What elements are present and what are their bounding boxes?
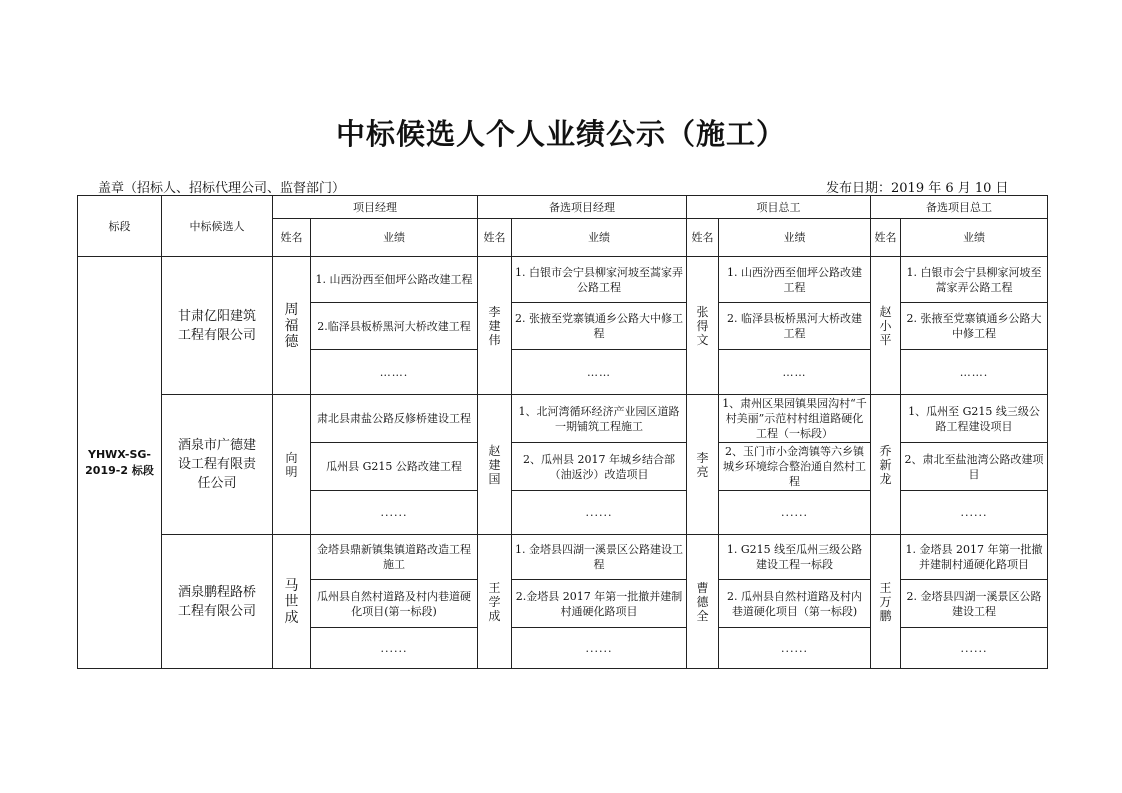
chief-performance: ......: [719, 491, 871, 535]
chief-name: 李亮: [687, 395, 719, 535]
candidate-name: 甘肃亿阳建筑工程有限公司: [162, 257, 273, 395]
header-alt-pm-performance: 业绩: [512, 219, 687, 257]
alt-chief-performance: 2. 张掖至党寨镇通乡公路大中修工程: [901, 303, 1048, 350]
pm-name: 周福德: [273, 257, 311, 395]
alt-pm-performance: 2、瓜州县 2017 年城乡结合部（油返沙）改造项目: [512, 443, 687, 491]
alt-chief-performance: 1. 金塔县 2017 年第一批撤并建制村通硬化路项目: [901, 535, 1048, 580]
alt-pm-performance: ……: [512, 350, 687, 395]
alt-chief-performance: 2. 金塔县四湖一溪景区公路建设工程: [901, 580, 1048, 628]
pm-performance: 2.临泽县板桥黑河大桥改建工程: [311, 303, 478, 350]
header-candidate: 中标候选人: [162, 196, 273, 257]
header-chief-performance: 业绩: [719, 219, 871, 257]
candidate-name: 酒泉市广德建设工程有限责任公司: [162, 395, 273, 535]
alt-pm-performance: 2.金塔县 2017 年第一批撤并建制村通硬化路项目: [512, 580, 687, 628]
alt-chief-name: 乔新龙: [871, 395, 901, 535]
table-row: [78, 395, 1048, 443]
alt-chief-performance: 1、瓜州至 G215 线三级公路工程建设项目: [901, 395, 1048, 443]
pm-name: 马世成: [273, 535, 311, 669]
table-row: [78, 535, 1048, 580]
alt-chief-performance: 1. 白银市会宁县柳家河坡至蒿家弄公路工程: [901, 257, 1048, 303]
alt-pm-name: 李建伟: [478, 257, 512, 395]
header-row-top: [78, 196, 1048, 219]
segment-cell: YHWX-SG-2019-2 标段: [78, 257, 162, 669]
alt-chief-name: 王万鹏: [871, 535, 901, 669]
chief-performance: 1. 山西汾西至佃坪公路改建工程: [719, 257, 871, 303]
alt-pm-performance: ......: [512, 628, 687, 669]
pm-performance: ......: [311, 491, 478, 535]
pm-performance: ......: [311, 628, 478, 669]
publish-date: 发布日期：2019 年 6 月 10 日: [826, 181, 1009, 196]
alt-pm-performance: 2. 张掖至党寨镇通乡公路大中修工程: [512, 303, 687, 350]
pm-performance: 金塔县鼎新镇集镇道路改造工程施工: [311, 535, 478, 580]
chief-performance: 2. 临泽县板桥黑河大桥改建工程: [719, 303, 871, 350]
alt-pm-performance: 1、北河湾循环经济产业园区道路一期铺筑工程施工: [512, 395, 687, 443]
header-alt-pm: 备选项目经理: [478, 196, 687, 219]
chief-name: 曹德全: [687, 535, 719, 669]
document-title: 中标候选人个人业绩公示（施工）: [335, 117, 786, 151]
pm-performance: 瓜州县自然村道路及村内巷道硬化项目(第一标段): [311, 580, 478, 628]
chief-performance: 2、玉门市小金湾镇等六乡镇城乡环境综合整治通自然村工程: [719, 443, 871, 491]
pm-performance: 瓜州县 G215 公路改建工程: [311, 443, 478, 491]
chief-name: 张得文: [687, 257, 719, 395]
pm-performance: 1. 山西汾西至佃坪公路改建工程: [311, 257, 478, 303]
header-segment: 标段: [78, 196, 162, 257]
header-alt-chief-performance: 业绩: [901, 219, 1048, 257]
header-alt-pm-name: 姓名: [478, 219, 512, 257]
pm-performance: 肃北县肃盐公路反修桥建设工程: [311, 395, 478, 443]
header-pm-name: 姓名: [273, 219, 311, 257]
alt-chief-performance: ......: [901, 491, 1048, 535]
alt-pm-performance: 1. 金塔县四湖一溪景区公路建设工程: [512, 535, 687, 580]
alt-chief-performance: …….: [901, 350, 1048, 395]
header-chief: 项目总工: [687, 196, 871, 219]
performance-table: [77, 195, 1048, 669]
chief-performance: 2. 瓜州县自然村道路及村内巷道硬化项目（第一标段): [719, 580, 871, 628]
header-pm: 项目经理: [273, 196, 478, 219]
alt-pm-name: 赵建国: [478, 395, 512, 535]
chief-performance: ……: [719, 350, 871, 395]
chief-performance: 1、肃州区果园镇果园沟村“千村美丽”示范村村组道路硬化工程（一标段）: [719, 395, 871, 443]
header-pm-performance: 业绩: [311, 219, 478, 257]
alt-chief-performance: 2、肃北至盐池湾公路改建项目: [901, 443, 1048, 491]
alt-pm-performance: 1. 白银市会宁县柳家河坡至蒿家弄公路工程: [512, 257, 687, 303]
pm-performance: …….: [311, 350, 478, 395]
table-row: [78, 257, 1048, 303]
chief-performance: ......: [719, 628, 871, 669]
alt-chief-performance: ......: [901, 628, 1048, 669]
pm-name: 向明: [273, 395, 311, 535]
chief-performance: 1. G215 线至瓜州三级公路建设工程一标段: [719, 535, 871, 580]
header-alt-chief-name: 姓名: [871, 219, 901, 257]
header-alt-chief: 备选项目总工: [871, 196, 1048, 219]
header-chief-name: 姓名: [687, 219, 719, 257]
alt-chief-name: 赵小平: [871, 257, 901, 395]
alt-pm-performance: ......: [512, 491, 687, 535]
candidate-name: 酒泉鹏程路桥工程有限公司: [162, 535, 273, 669]
stamp-note: 盖章（招标人、招标代理公司、监督部门）: [98, 181, 346, 196]
alt-pm-name: 王学成: [478, 535, 512, 669]
